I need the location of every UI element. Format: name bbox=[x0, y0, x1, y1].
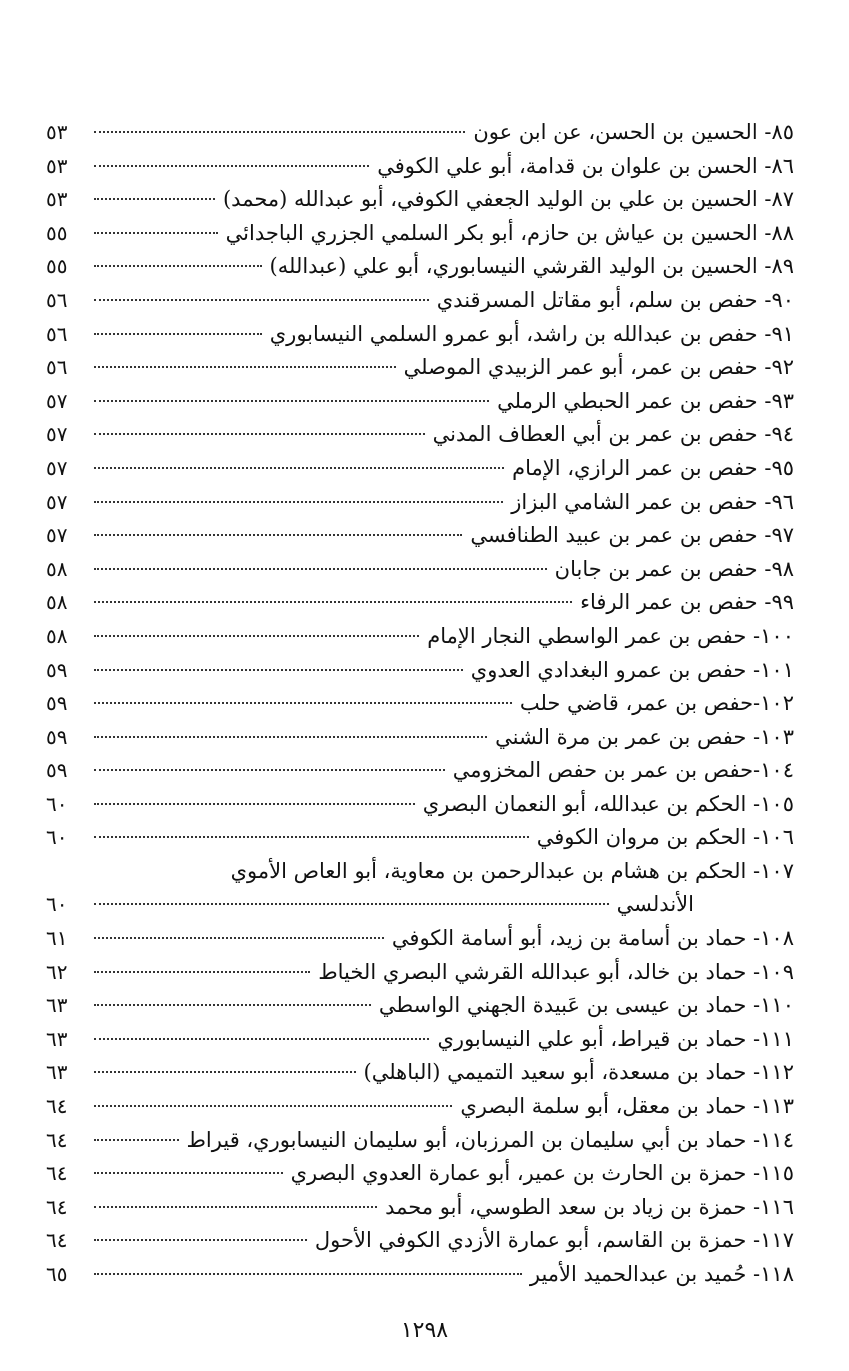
entry-page-number: ٥٧ bbox=[46, 422, 68, 447]
entry-page-number: ٥٨ bbox=[46, 556, 68, 581]
entry-title: ١٠٩- حماد بن خالد، أبو عبدالله القرشي البصري الخياط bbox=[318, 959, 794, 984]
dot-leader bbox=[94, 131, 465, 133]
dot-leader bbox=[94, 198, 215, 200]
dot-leader bbox=[94, 501, 503, 503]
entry-title: ١٠٥- الحكم بن عبدالله، أبو النعمان البصري bbox=[422, 791, 794, 816]
entry-page-number: ٥٩ bbox=[46, 691, 68, 716]
dot-leader bbox=[94, 568, 547, 570]
dot-leader bbox=[94, 937, 384, 939]
toc-entry bbox=[46, 721, 794, 755]
toc-entry bbox=[46, 1224, 794, 1258]
entry-page-number: ٥٩ bbox=[46, 657, 68, 682]
entry-title: ١١٦- حمزة بن زياد بن سعد الطوسي، أبو محمد bbox=[385, 1194, 794, 1219]
toc-entry bbox=[46, 989, 794, 1023]
entry-page-number: ٦٠ bbox=[46, 791, 68, 816]
dot-leader bbox=[94, 232, 218, 234]
entry-title: ٩١- حفص بن عبدالله بن راشد، أبو عمرو السلمي النيسابوري bbox=[269, 321, 794, 346]
entry-page-number: ٦٣ bbox=[46, 1060, 68, 1085]
dot-leader bbox=[94, 736, 487, 738]
entry-page-number: ٥٩ bbox=[46, 724, 68, 749]
entry-title: ١١٣- حماد بن معقل، أبو سلمة البصري bbox=[460, 1094, 794, 1119]
toc-entry bbox=[46, 1090, 794, 1124]
toc-entry bbox=[46, 956, 794, 990]
entry-title: ٨٥- الحسين بن الحسن، عن ابن عون bbox=[473, 120, 794, 144]
dot-leader bbox=[94, 433, 425, 435]
entry-title: ١١٥- حمزة بن الحارث بن عمير، أبو عمارة العدوي البصري bbox=[290, 1161, 794, 1186]
toc-entry bbox=[46, 318, 794, 352]
entry-page-number: ٦٤ bbox=[46, 1194, 68, 1219]
entry-title: ١١١- حماد بن قيراط، أبو علي النيسابوري bbox=[437, 1026, 794, 1051]
entry-title: ١٠١- حفص بن عمرو البغدادي العدوي bbox=[470, 657, 794, 682]
entry-title: ٩٣- حفص بن عمر الحبطي الرملي bbox=[497, 388, 794, 413]
dot-leader bbox=[94, 1239, 307, 1241]
dot-leader bbox=[94, 803, 415, 805]
toc-entry bbox=[46, 284, 794, 318]
entry-title: ٩٤- حفص بن عمر بن أبي العطاف المدني bbox=[432, 422, 794, 447]
dot-leader bbox=[94, 1004, 371, 1006]
toc-entry bbox=[46, 788, 794, 822]
entry-title: ١١٤- حماد بن أبي سليمان بن المرزبان، أبو سليمان النيسابوري، قيراط bbox=[186, 1127, 794, 1152]
entry-page-number: ٥٩ bbox=[46, 758, 68, 783]
toc-entry bbox=[46, 1023, 794, 1057]
entry-title: ١٠٤-حفص بن عمر بن حفص المخزومي bbox=[452, 758, 794, 783]
table-of-contents bbox=[46, 116, 794, 1292]
toc-entry bbox=[46, 855, 794, 888]
dot-leader bbox=[94, 1172, 283, 1174]
entry-page-number: ٥٦ bbox=[46, 321, 68, 346]
page-number: ١٢٩٨ bbox=[400, 1318, 449, 1343]
entry-title: ٩٥- حفص بن عمر الرازي، الإمام bbox=[512, 455, 794, 480]
entry-page-number: ٦٤ bbox=[46, 1127, 68, 1152]
toc-entry bbox=[46, 217, 794, 251]
toc-entry bbox=[46, 418, 794, 452]
entry-page-number: ٥٧ bbox=[46, 523, 68, 548]
entry-page-number: ٦٣ bbox=[46, 993, 68, 1018]
dot-leader bbox=[94, 400, 489, 402]
entry-page-number: ٦٣ bbox=[46, 1026, 68, 1051]
entry-title: ١١٢- حماد بن مسعدة، أبو سعيد التميمي (الباهلي) bbox=[363, 1060, 794, 1085]
dot-leader bbox=[94, 1105, 452, 1107]
entry-title: ٨٩- الحسين بن الوليد القرشي النيسابوري، أبو علي (عبدالله) bbox=[269, 254, 794, 279]
dot-leader bbox=[94, 366, 396, 368]
dot-leader bbox=[94, 1139, 179, 1141]
entry-title: ١٠٢-حفص بن عمر، قاضي حلب bbox=[519, 691, 794, 716]
entry-title: ١١٠- حماد بن عيسى بن عَبيدة الجهني الواسطي bbox=[378, 993, 794, 1018]
toc-entry bbox=[46, 687, 794, 721]
entry-page-number: ٥٧ bbox=[46, 489, 68, 514]
dot-leader bbox=[94, 534, 462, 536]
dot-leader bbox=[94, 669, 463, 671]
dot-leader bbox=[94, 836, 529, 838]
entry-title: ١٠٠- حفص بن عمر الواسطي النجار الإمام bbox=[427, 623, 794, 648]
entry-page-number: ٥٨ bbox=[46, 590, 68, 615]
toc-entry bbox=[46, 452, 794, 486]
entry-title: ٩٠- حفص بن سلم، أبو مقاتل المسرقندي bbox=[436, 287, 794, 312]
entry-title: ٩٦- حفص بن عمر الشامي البزاز bbox=[511, 489, 794, 514]
entry-page-number: ٦٤ bbox=[46, 1228, 68, 1253]
dot-leader bbox=[94, 635, 419, 637]
entry-title: ٩٨- حفص بن عمر بن جابان bbox=[554, 556, 794, 581]
entry-title: ١٠٧- الحكم بن هشام بن عبدالرحمن بن معاوية، أبو العاص الأموي bbox=[230, 859, 794, 884]
toc-entry bbox=[46, 1258, 794, 1292]
toc-entry bbox=[46, 116, 794, 150]
dot-leader bbox=[94, 1038, 429, 1040]
toc-entry bbox=[46, 486, 794, 520]
toc-entry bbox=[46, 754, 794, 788]
entry-title: ٨٦- الحسن بن علوان بن قدامة، أبو علي الكوفي bbox=[377, 153, 794, 178]
toc-entry bbox=[46, 620, 794, 654]
toc-entry bbox=[46, 519, 794, 553]
entry-page-number: ٦٤ bbox=[46, 1094, 68, 1119]
entry-page-number: ٥٧ bbox=[46, 455, 68, 480]
toc-entry bbox=[46, 1157, 794, 1191]
dot-leader bbox=[94, 299, 429, 301]
dot-leader bbox=[94, 165, 369, 167]
dot-leader bbox=[94, 467, 504, 469]
entry-page-number: ٦٠ bbox=[46, 892, 68, 917]
entry-page-number: ٥٨ bbox=[46, 623, 68, 648]
dot-leader bbox=[94, 601, 572, 603]
entry-page-number: ٦٤ bbox=[46, 1161, 68, 1186]
entry-title: ٨٨- الحسين بن عياش بن حازم، أبو بكر السلمي الجزري الباجدائي bbox=[225, 220, 794, 245]
entry-title: ٩٢- حفص بن عمر، أبو عمر الزبيدي الموصلي bbox=[403, 355, 794, 380]
dot-leader bbox=[94, 1206, 377, 1208]
entry-title: ١٠٨- حماد بن أسامة بن زيد، أبو أسامة الكوفي bbox=[391, 926, 794, 951]
toc-entry bbox=[46, 351, 794, 385]
dot-leader bbox=[94, 769, 445, 771]
toc-entry bbox=[46, 888, 794, 922]
dot-leader bbox=[94, 702, 512, 704]
entry-title: ١٠٣- حفص بن عمر بن مرة الشني bbox=[495, 724, 794, 749]
entry-title: ١٠٦- الحكم بن مروان الكوفي bbox=[536, 825, 794, 850]
entry-page-number: ٥٧ bbox=[46, 388, 68, 413]
entry-title: ٨٧- الحسين بن علي بن الوليد الجعفي الكوفي، أبو عبدالله (محمد) bbox=[222, 187, 794, 212]
entry-title: ١١٧- حمزة بن القاسم، أبو عمارة الأزدي الكوفي الأحول bbox=[314, 1228, 794, 1253]
dot-leader bbox=[94, 903, 609, 905]
dot-leader bbox=[94, 1071, 356, 1073]
toc-entry bbox=[46, 183, 794, 217]
toc-entry bbox=[46, 922, 794, 956]
entry-page-number: ٥٦ bbox=[46, 287, 68, 312]
entry-page-number: ٦١ bbox=[46, 926, 68, 951]
entry-title: ١١٨- حُميد بن عبدالحميد الأمير bbox=[529, 1262, 794, 1286]
entry-page-number: ٥٣ bbox=[46, 120, 68, 144]
toc-entry bbox=[46, 821, 794, 855]
entry-page-number: ٥٥ bbox=[46, 220, 68, 245]
entry-title: ٩٩- حفص بن عمر الرفاء bbox=[580, 590, 794, 615]
dot-leader bbox=[94, 265, 262, 267]
entry-title: ٩٧- حفص بن عمر بن عبيد الطنافسي bbox=[470, 523, 794, 548]
entry-page-number: ٥٣ bbox=[46, 153, 68, 178]
toc-entry bbox=[46, 385, 794, 419]
entry-page-number: ٦٠ bbox=[46, 825, 68, 850]
entry-page-number: ٦٢ bbox=[46, 959, 68, 984]
toc-entry bbox=[46, 553, 794, 587]
toc-entry bbox=[46, 1056, 794, 1090]
entry-title: الأندلسي bbox=[616, 892, 694, 917]
toc-entry bbox=[46, 586, 794, 620]
toc-entry bbox=[46, 250, 794, 284]
dot-leader bbox=[94, 971, 310, 973]
toc-entry bbox=[46, 150, 794, 184]
entry-page-number: ٥٦ bbox=[46, 355, 68, 380]
entry-page-number: ٦٥ bbox=[46, 1262, 68, 1286]
toc-entry bbox=[46, 1124, 794, 1158]
entry-page-number: ٥٣ bbox=[46, 187, 68, 212]
toc-entry bbox=[46, 1191, 794, 1225]
toc-entry bbox=[46, 654, 794, 688]
dot-leader bbox=[94, 333, 262, 335]
entry-page-number: ٥٥ bbox=[46, 254, 68, 279]
dot-leader bbox=[94, 1273, 522, 1275]
